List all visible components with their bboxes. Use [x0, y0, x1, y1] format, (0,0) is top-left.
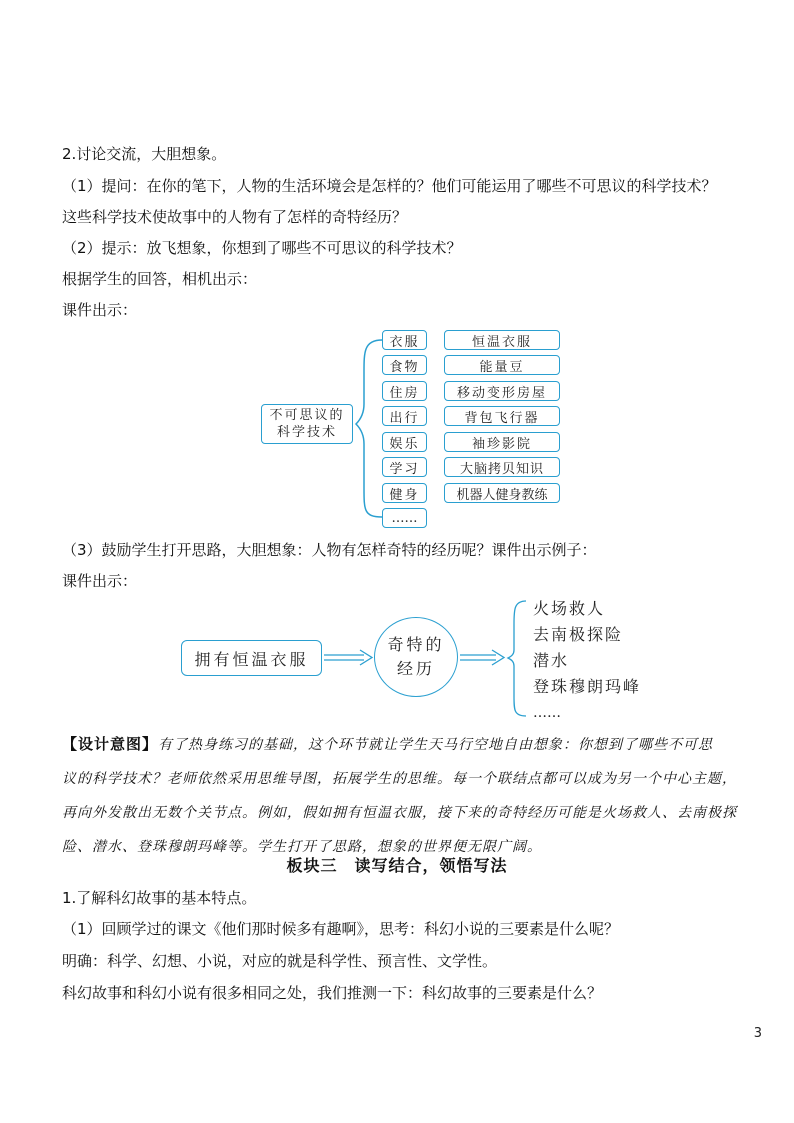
category-box: 学习 — [382, 457, 427, 477]
experience-item: 去南极探险 — [533, 625, 624, 644]
paragraph: （3）鼓励学生打开思路，大胆想象：人物有怎样奇特的经历呢？课件出示例子： — [62, 541, 597, 559]
section-title: 板块三 读写结合，领悟写法 — [286, 856, 508, 875]
experience-circle-line: 经历 — [396, 659, 435, 678]
technology-box: 袖珍影院 — [444, 432, 560, 452]
technology-box: 恒温衣服 — [444, 330, 560, 350]
experience-circle — [374, 617, 458, 697]
category-box: 住房 — [382, 381, 427, 401]
paragraph: （1）提问：在你的笔下，人物的生活环境会是怎样的？他们可能运用了哪些不可思议的科学技术？ — [62, 177, 717, 195]
design-intent-text: 再向外发散出无数个关节点。例如，假如拥有恒温衣服，接下来的奇特经历可能是火场救人、去南极探 — [62, 805, 737, 821]
paragraph: 2.讨论交流，大胆想象。 — [62, 145, 227, 163]
experience-circle-line: 奇特的 — [387, 635, 445, 654]
paragraph: 课件出示： — [62, 572, 138, 590]
design-intent-text: 有了热身练习的基础，这个环节就让学生天马行空地自由想象：你想到了哪些不可思 — [158, 737, 714, 753]
technology-box: 能量豆 — [444, 355, 560, 375]
paragraph: 这些科学技术使故事中的人物有了怎样的奇特经历？ — [62, 208, 408, 226]
design-intent — [62, 727, 762, 864]
category-box: 健身 — [382, 483, 427, 503]
paragraph: 根据学生的回答，相机出示： — [62, 270, 258, 288]
experience-item: 潜水 — [533, 651, 570, 670]
technology-box: 背包飞行器 — [444, 406, 560, 426]
central-topic-line: 不可思议的 — [269, 408, 345, 423]
technology-box: 机器人健身教练 — [444, 483, 560, 503]
experience-item: 火场救人 — [533, 599, 606, 618]
category-box: 出行 — [382, 406, 427, 426]
design-intent-text: 险、潜水、登珠穆朗玛峰等。学生打开了思路，想象的世界便无限广阔。 — [62, 839, 542, 855]
paragraph: （1）回顾学过的课文《他们那时候多有趣啊》，思考：科幻小说的三要素是什么呢？ — [62, 920, 620, 938]
design-intent-tag: 【设计意图】 — [62, 735, 159, 753]
experience-item: 登珠穆朗玛峰 — [533, 677, 642, 696]
category-box: 食物 — [382, 355, 427, 375]
technology-box: 移动变形房屋 — [444, 381, 560, 401]
paragraph: 明确：科学、幻想、小说，对应的就是科学性、预言性、文学性。 — [62, 952, 498, 970]
design-intent-text: 议的科学技术？老师依然采用思维导图，拓展学生的思维。每一个联结点都可以成为另一个中心主题， — [62, 771, 737, 787]
paragraph: （2）提示：放飞想象，你想到了哪些不可思议的科学技术？ — [62, 239, 462, 257]
start-box: 拥有恒温衣服 — [181, 640, 322, 676]
category-box: 衣服 — [382, 330, 427, 350]
experience-item: …… — [533, 705, 561, 721]
category-box: 娱乐 — [382, 432, 427, 452]
central-topic-line: 科学技术 — [276, 425, 337, 440]
category-box: …… — [382, 508, 427, 528]
paragraph: 课件出示： — [62, 301, 138, 319]
paragraph: 科幻故事和科幻小说有很多相同之处，我们推测一下：科幻故事的三要素是什么？ — [62, 984, 603, 1002]
page-number: 3 — [753, 1026, 762, 1041]
experience-list — [533, 596, 641, 726]
paragraph: 1.了解科幻故事的基本特点。 — [62, 889, 257, 907]
technology-box: 大脑拷贝知识 — [444, 457, 560, 477]
